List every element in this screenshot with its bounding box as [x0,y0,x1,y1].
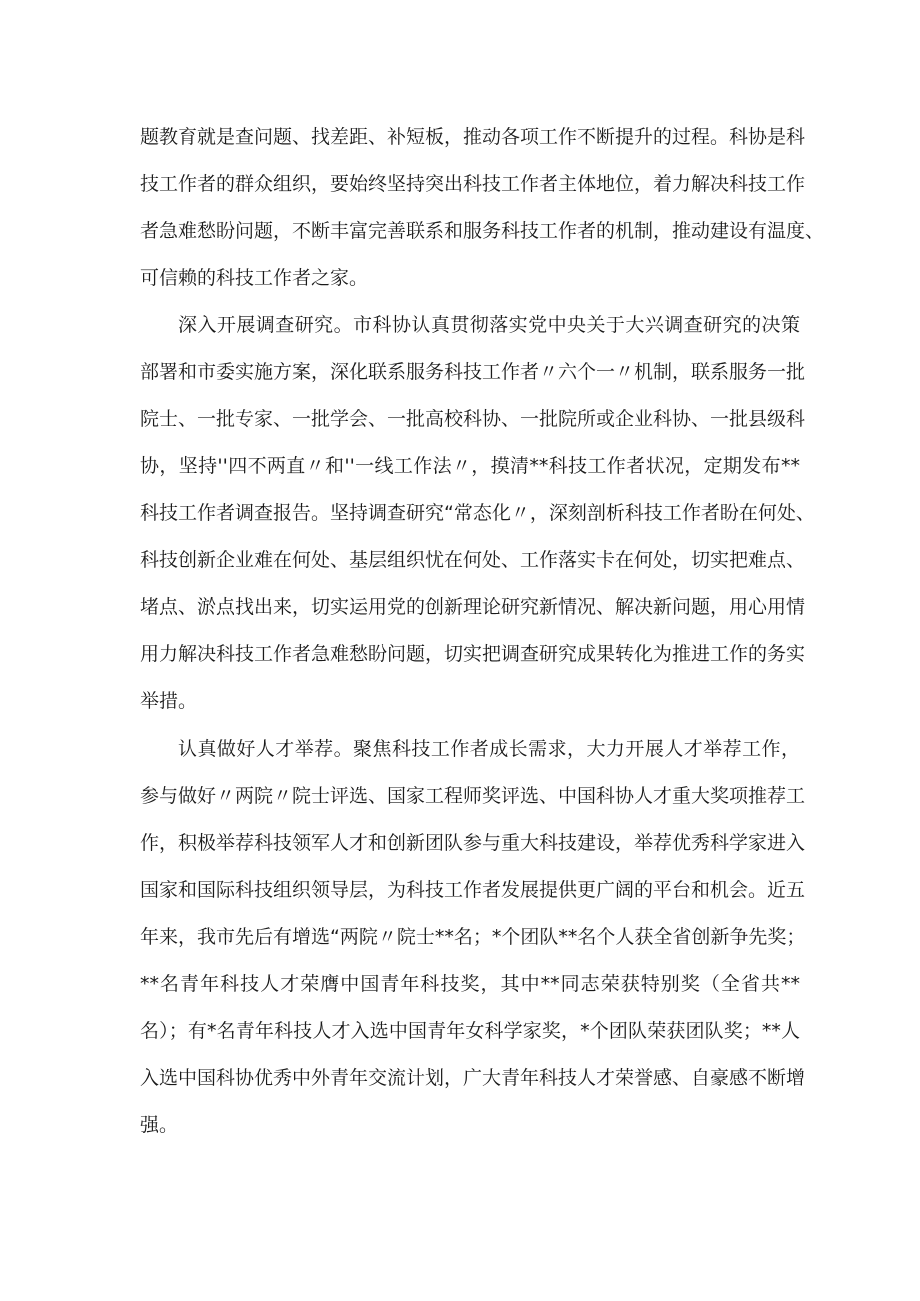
paragraph-2-line-6: 科技创新企业难在何处、基层组织忧在何处、工作落实卡在何处，切实把难点、 [140,549,806,571]
paragraph-3-line-7: 名）；有*名青年科技人才入选中国青年女科学家奖，*个团队荣获团队奖；**人 [140,1020,800,1042]
paragraph-2-line-2: 部署和市委实施方案，深化联系服务科技工作者〃六个一〃机制，联系服务一批 [140,361,806,383]
paragraph-1-line-4: 可信赖的科技工作者之家。 [140,267,369,289]
paragraph-2-line-7: 堵点、淤点找出来，切实运用党的创新理论研究新情况、解决新问题，用心用情 [140,596,806,618]
paragraph-2-line-4: 协，坚持''四不两直〃和''一线工作法〃，摸清**科技工作者状况，定期发布** [140,455,800,477]
paragraph-1-line-3: 者急难愁盼问题，不断丰富完善联系和服务科技工作者的机制，推动建设有温度、 [140,220,825,242]
paragraph-2-line-3: 院士、一批专家、一批学会、一批高校科协、一批院所或企业科协、一批县级科 [140,408,806,430]
paragraph-2-line-1: 深入开展调查研究。市科协认真贯彻落实党中央关于大兴调查研究的决策 [178,314,800,336]
paragraph-1-line-2: 技工作者的群众组织，要始终坚持突出科技工作者主体地位，着力解决科技工作 [140,173,806,195]
paragraph-2-line-5: 科技工作者调查报告。坚持调查研究“常态化〃，深刻剖析科技工作者盼在何处、 [140,502,815,524]
paragraph-3-line-2: 参与做好〃两院〃院士评选、国家工程师奖评选、中国科协人才重大奖项推荐工 [140,785,806,807]
paragraph-3-line-9: 强。 [140,1114,179,1136]
paragraph-1-line-1: 题教育就是查问题、找差距、补短板，推动各项工作不断提升的过程。科协是科 [140,126,806,148]
paragraph-3-line-8: 入选中国科协优秀中外青年交流计划，广大青年科技人才荣誉感、自豪感不断增 [140,1067,806,1089]
paragraph-3-line-4: 国家和国际科技组织领导层，为科技工作者发展提供更广阔的平台和机会。近五 [140,879,806,901]
paragraph-2-line-9: 举措。 [140,690,198,712]
paragraph-3-line-5: 年来，我市先后有增选“两院〃院士**名；*个团队**名个人获全省创新争先奖； [140,926,806,948]
paragraph-2-line-8: 用力解决科技工作者急难愁盼问题，切实把调查研究成果转化为推进工作的务实 [140,643,806,665]
paragraph-3-line-3: 作，积极举荐科技领军人才和创新团队参与重大科技建设，举荐优秀科学家进入 [140,832,806,854]
paragraph-3-line-1: 认真做好人才举荐。聚焦科技工作者成长需求，大力开展人才举荐工作， [178,738,800,760]
paragraph-3-line-6: **名青年科技人才荣膺中国青年科技奖，其中**同志荣获特别奖（全省共** [140,973,800,995]
